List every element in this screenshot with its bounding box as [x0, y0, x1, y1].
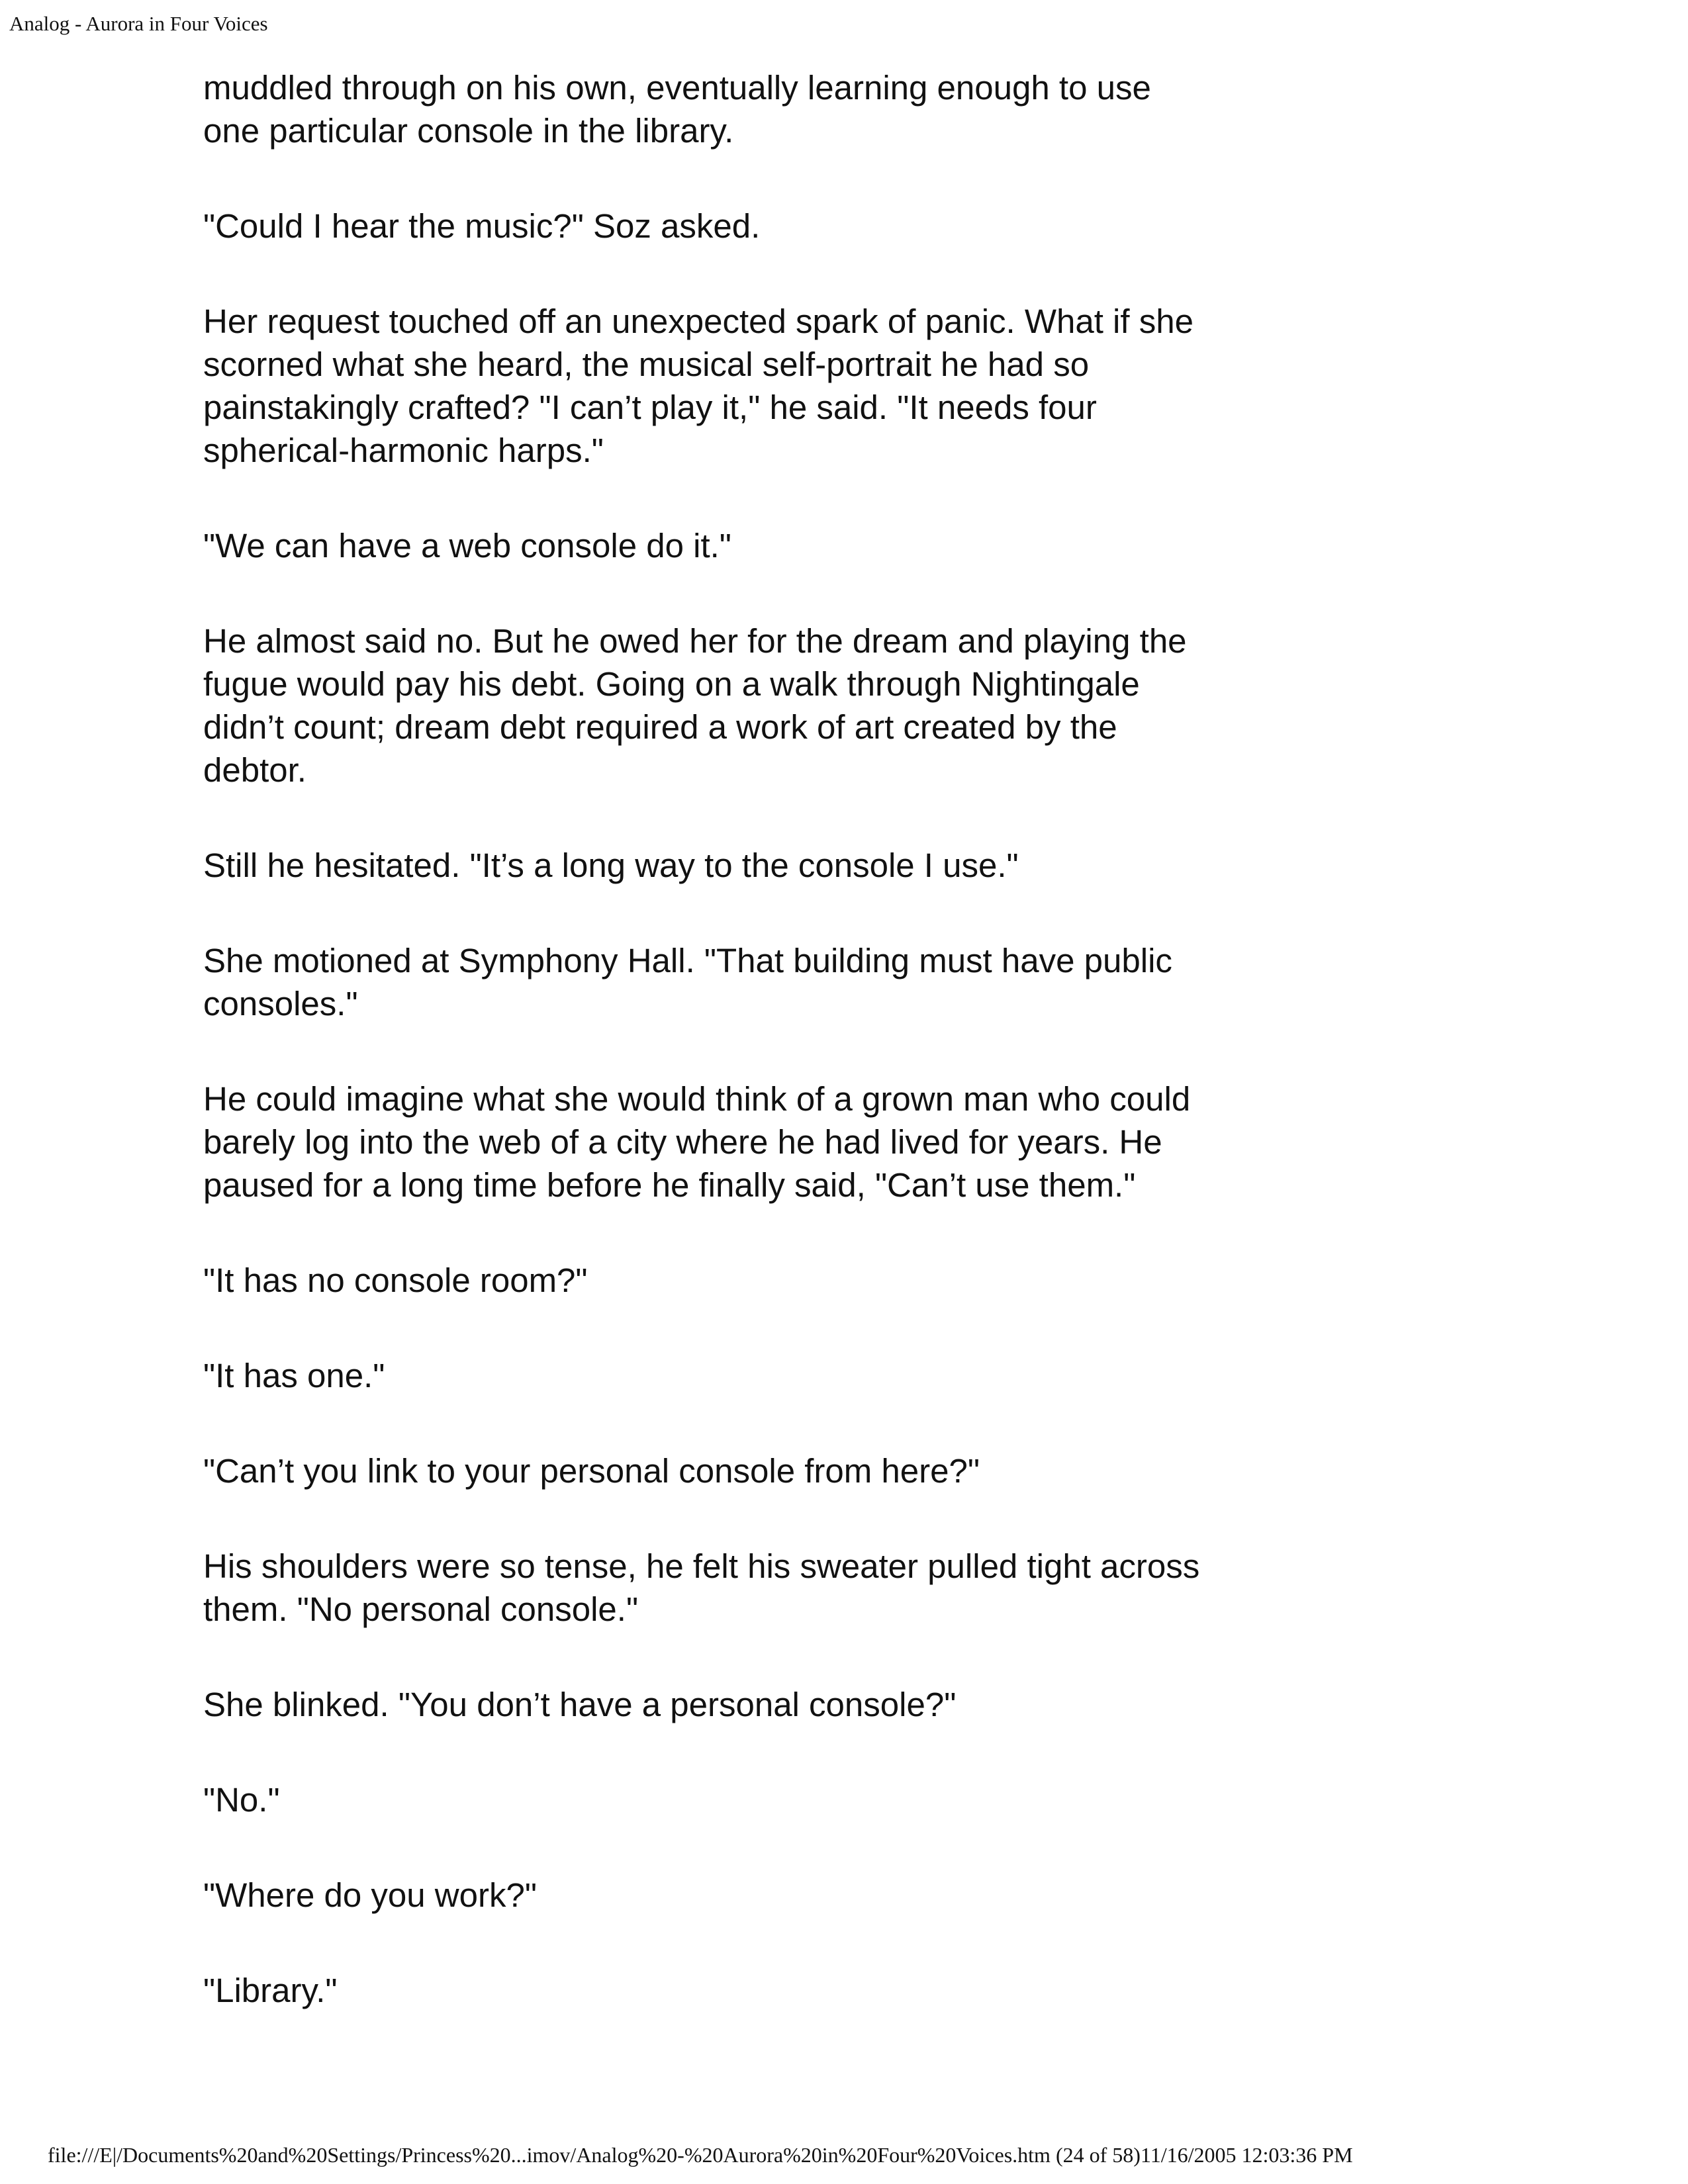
- paragraph: She motioned at Symphony Hall. "That building must have public consoles.": [203, 942, 1172, 1023]
- paragraph: "Can’t you link to your personal console from here?": [203, 1452, 980, 1490]
- paragraph: Still he hesitated. "It’s a long way to the console I use.": [203, 846, 1019, 884]
- paragraph: "Library.": [203, 1972, 338, 2009]
- paragraph: His shoulders were so tense, he felt his sweater pulled tight across them. "No personal console.": [203, 1547, 1200, 1628]
- paragraph: "Where do you work?": [203, 1876, 537, 1914]
- paragraph: He almost said no. But he owed her for the dream and playing the fugue would pay his debt. Going on a walk through Nightingale didn’t count; dream debt required a work of art created by the debtor.: [203, 622, 1187, 789]
- paragraph: "Could I hear the music?" Soz asked.: [203, 207, 761, 245]
- paragraph: "It has one.": [203, 1357, 385, 1394]
- paragraph: muddled through on his own, eventually learning enough to use one particular console in the library.: [203, 69, 1151, 150]
- paragraph: "We can have a web console do it.": [203, 527, 731, 565]
- page-header-title: Analog - Aurora in Four Voices: [9, 12, 268, 35]
- paragraph: Her request touched off an unexpected spark of panic. What if she scorned what she heard, the musical self-portrait he had so painstakingly crafted? "I can’t play it," he said. "It needs four spherical-harmonic harps.": [203, 302, 1194, 469]
- paragraph: She blinked. "You don’t have a personal console?": [203, 1686, 957, 1723]
- paragraph: He could imagine what she would think of a grown man who could barely log into the web of a city where he had lived for years. He paused for a long time before he finally said, "Can’t use them.": [203, 1080, 1191, 1204]
- article-body: [203, 66, 1209, 2012]
- paragraph: "It has no console room?": [203, 1261, 588, 1299]
- paragraph: "No.": [203, 1781, 280, 1819]
- page-footer-url: file:///E|/Documents%20and%20Settings/Princess%20...imov/Analog%20-%20Aurora%20in%20Four%20Voices.htm (24 of 58)11/16/2005 12:03:36 PM: [48, 2143, 1353, 2167]
